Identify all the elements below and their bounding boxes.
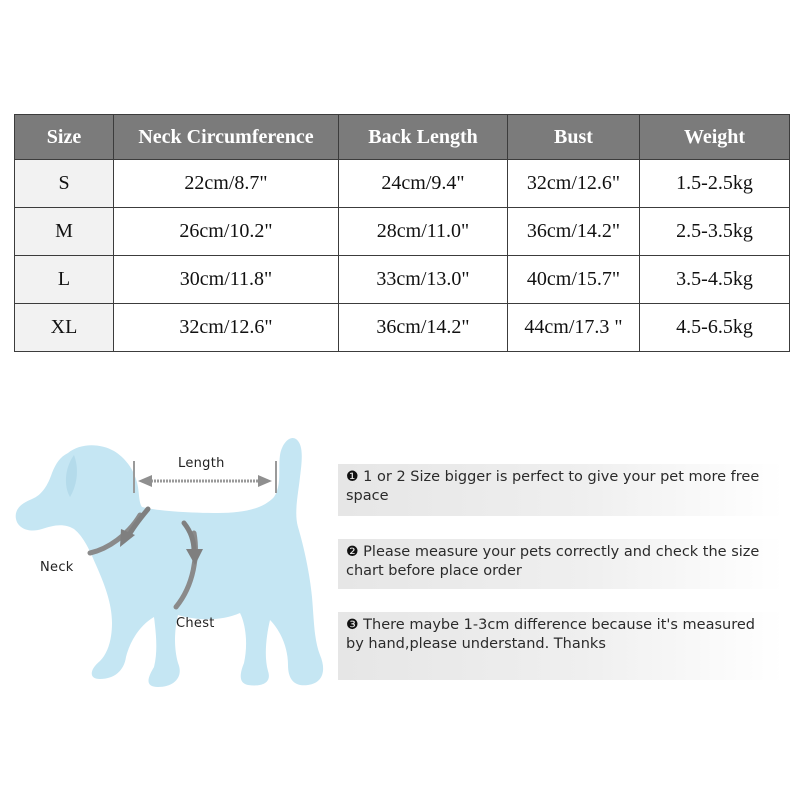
header-back-length: Back Length [339, 115, 508, 160]
neck-cell: 26cm/10.2" [114, 208, 339, 256]
table-row [15, 160, 790, 208]
table-header-row [15, 115, 790, 160]
note-text: 1 or 2 Size bigger is perfect to give your pet more free space [346, 469, 760, 504]
number-two-icon: ❷ [346, 544, 359, 560]
dog-measurement-figure [8, 425, 338, 705]
neck-cell: 32cm/12.6" [114, 304, 339, 352]
size-chart-table [14, 114, 790, 352]
header-size: Size [15, 115, 114, 160]
back-length-cell: 24cm/9.4" [339, 160, 508, 208]
bust-cell: 36cm/14.2" [508, 208, 640, 256]
length-label: Length [178, 456, 225, 471]
table-row [15, 304, 790, 352]
weight-cell: 4.5-6.5kg [640, 304, 790, 352]
back-length-cell: 28cm/11.0" [339, 208, 508, 256]
header-neck-circumference: Neck Circumference [114, 115, 339, 160]
table-row [15, 256, 790, 304]
bust-cell: 44cm/17.3 " [508, 304, 640, 352]
number-three-icon: ❸ [346, 617, 359, 633]
note-text: Please measure your pets correctly and check the size chart before place order [346, 544, 760, 579]
neck-label: Neck [40, 560, 74, 575]
neck-cell: 30cm/11.8" [114, 256, 339, 304]
bust-cell: 40cm/15.7" [508, 256, 640, 304]
weight-cell: 2.5-3.5kg [640, 208, 790, 256]
back-length-cell: 33cm/13.0" [339, 256, 508, 304]
size-cell: M [15, 208, 114, 256]
table-row [15, 208, 790, 256]
note-3 [338, 612, 784, 680]
size-cell: XL [15, 304, 114, 352]
note-1 [338, 464, 784, 516]
size-cell: L [15, 256, 114, 304]
bust-cell: 32cm/12.6" [508, 160, 640, 208]
chest-label: Chest [176, 616, 215, 631]
back-length-cell: 36cm/14.2" [339, 304, 508, 352]
note-2 [338, 539, 784, 589]
number-one-icon: ❶ [346, 469, 359, 485]
weight-cell: 1.5-2.5kg [640, 160, 790, 208]
header-weight: Weight [640, 115, 790, 160]
size-cell: S [15, 160, 114, 208]
neck-cell: 22cm/8.7" [114, 160, 339, 208]
note-text: There maybe 1-3cm difference because it's measured by hand,please understand. Thanks [346, 617, 755, 652]
header-bust: Bust [508, 115, 640, 160]
weight-cell: 3.5-4.5kg [640, 256, 790, 304]
